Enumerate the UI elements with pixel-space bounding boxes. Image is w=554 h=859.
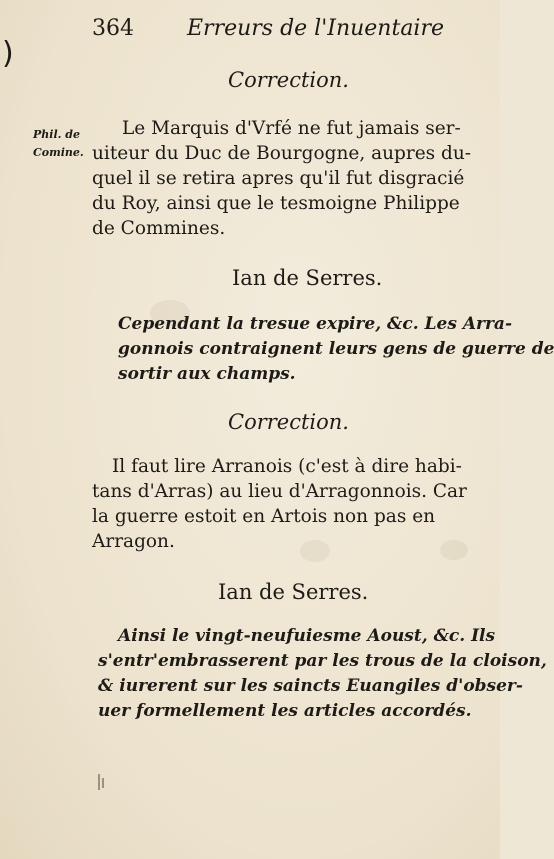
page-number: 364	[92, 16, 134, 41]
text-line: du Roy, ainsi que le tesmoigne Philippe	[92, 193, 460, 214]
quoted-paragraph	[118, 312, 554, 387]
text-line: uiteur du Duc de Bourgogne, aupres du-	[92, 143, 472, 164]
side-note-line: Phil. de	[33, 128, 80, 141]
text-line: s'entr'embrasserent par les trous de la cloison,	[98, 651, 547, 671]
margin-bracket: )	[2, 36, 14, 71]
running-head: Erreurs de l'Inuentaire	[187, 16, 445, 41]
section-heading: Correction.	[228, 410, 349, 434]
paragraph	[92, 454, 470, 554]
side-note-line: Comine.	[33, 146, 84, 159]
section-heading: Ian de Serres.	[232, 266, 383, 290]
text-line: de Commines.	[92, 218, 226, 239]
section-heading: Correction.	[228, 68, 349, 92]
ink-marks	[96, 772, 108, 793]
text-line: Cependant la tresue expire, &c. Les Arra-	[118, 314, 512, 334]
text-line: uer formellement les articles accordés.	[98, 701, 472, 721]
side-note	[33, 126, 93, 162]
text-line: quel il se retira apres qu'il fut disgracié	[92, 168, 465, 189]
text-line: Arragon.	[92, 531, 175, 552]
text-line: Ainsi le vingt-neufuiesme Aoust, &c. Ils	[118, 626, 496, 646]
section-heading: Ian de Serres.	[218, 580, 369, 604]
quoted-paragraph	[98, 624, 547, 724]
text-line: la guerre estoit en Artois non pas en	[92, 506, 436, 527]
ink-mark-icon	[96, 772, 108, 792]
text-line: gonnois contraignent leurs gens de guerre de	[118, 339, 554, 359]
text-line: sortir aux champs.	[118, 364, 296, 384]
text-line: & iurerent sur les saincts Euangiles d'obser-	[98, 676, 523, 696]
text-line: Il faut lire Arranois (c'est à dire habi-	[112, 456, 462, 477]
text-line: Le Marquis d'Vrfé ne fut jamais ser-	[122, 118, 461, 139]
text-line: tans d'Arras) au lieu d'Arragonnois. Car	[92, 481, 467, 502]
paragraph	[92, 116, 470, 241]
